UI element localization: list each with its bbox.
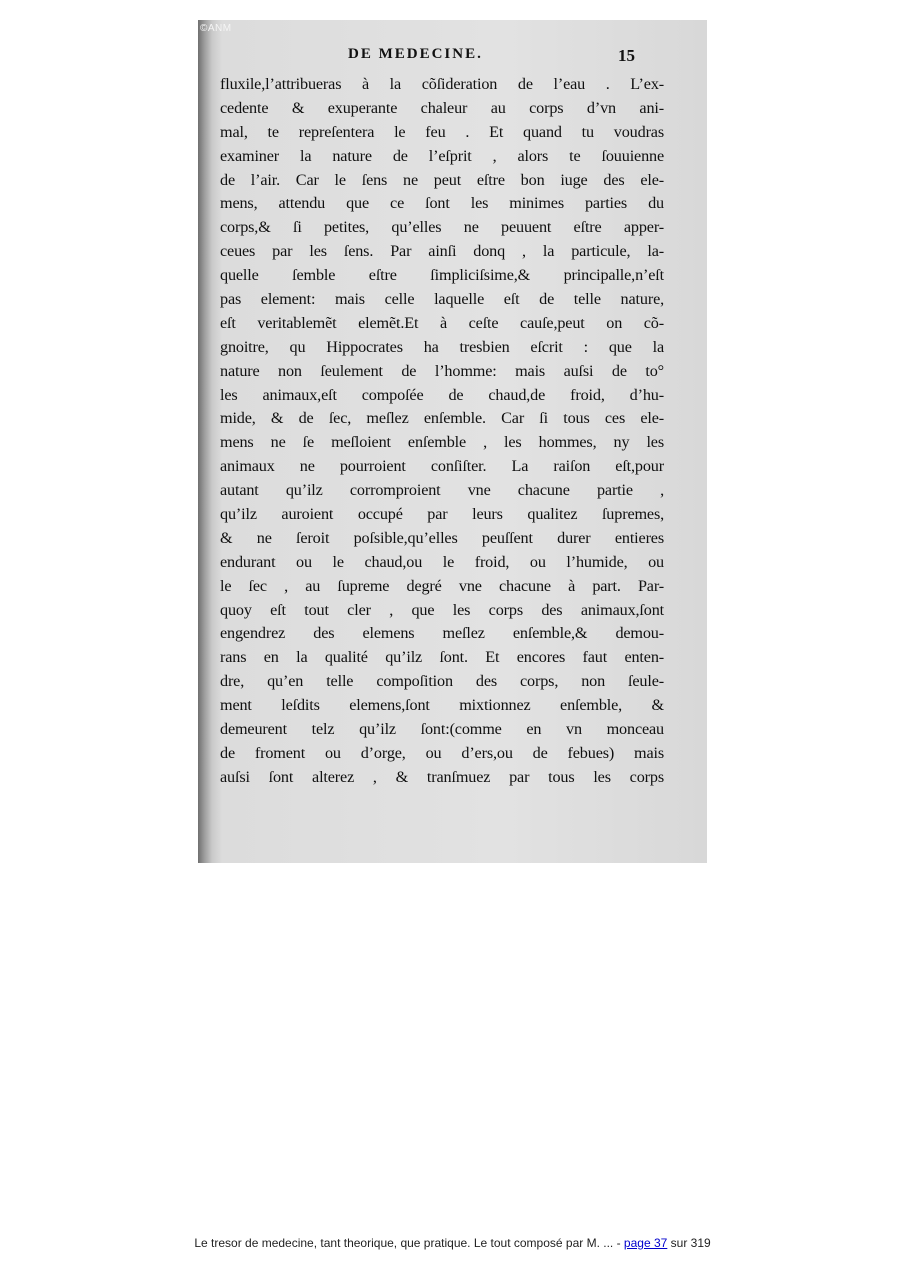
page-scan	[198, 20, 707, 863]
text-line: ceues par les ſens. Par ainſi donq , la particule, la-	[220, 242, 664, 261]
text-line: endurant ou le chaud,ou le froid, ou l’humide, ou	[220, 552, 664, 571]
footer-page-total: sur 319	[667, 1236, 711, 1250]
text-line: pas element: mais celle laquelle eſt de telle nature,	[220, 290, 664, 309]
text-line: cedente & exuperante chaleur au corps d’vn ani-	[220, 98, 664, 117]
text-line: de l’air. Car le ſens ne peut eſtre bon iuge des ele-	[220, 170, 664, 189]
text-line: gnoitre, qu Hippocrates ha tresbien eſcrit : que la	[220, 337, 664, 356]
text-line: auſsi ſont alterez , & tranſmuez par tous les corps	[220, 767, 664, 786]
watermark: ©ANM	[200, 23, 232, 34]
text-line: dre, qu’en telle compoſition des corps, non ſeule-	[220, 672, 664, 691]
text-line: & ne ſeroit poſsible,qu’elles peuſſent durer entieres	[220, 528, 664, 547]
running-title: DE MEDECINE.	[348, 46, 483, 62]
text-line: mide, & de ſec, meſlez enſemble. Car ſi tous ces ele-	[220, 409, 664, 428]
text-line: autant qu’ilz corromproient vne chacune partie ,	[220, 481, 664, 500]
text-line: fluxile,l’attribueras à la cõſideration de l’eau . L’ex-	[220, 75, 664, 93]
text-line: animaux ne pourroient conſiſter. La raiſon eſt,pour	[220, 457, 664, 476]
text-line: mal, te repreſentera le feu . Et quand tu voudras	[220, 122, 664, 141]
text-line: mens ne ſe meſloient enſemble , les hommes, ny les	[220, 433, 664, 452]
folio-number: 15	[618, 46, 635, 65]
text-line: le ſec , au ſupreme degré vne chacune à part. Par-	[220, 576, 664, 595]
text-line: quoy eſt tout cler , que les corps des animaux,ſont	[220, 600, 664, 619]
footer-title: Le tresor de medecine, tant theorique, que pratique. Le tout composé par M. ... -	[194, 1236, 624, 1250]
text-line: quelle ſemble eſtre ſimpliciſsime,& principalle,n’eſt	[220, 266, 664, 285]
text-line: ment leſdits elemens,ſont mixtionnez enſemble, &	[220, 696, 664, 715]
page-link[interactable]: page 37	[623, 1236, 668, 1250]
text-line: eſt veritablemẽt elemẽt.Et à ceſte cauſe,peut on cõ-	[220, 313, 664, 332]
text-line: examiner la nature de l’eſprit , alors te ſouuienne	[220, 146, 664, 165]
text-line: demeurent telz qu’ilz ſont:(comme en vn monceau	[220, 720, 664, 739]
text-line: nature non ſeulement de l’homme: mais auſsi de to°	[220, 361, 664, 380]
page-footer	[0, 1236, 905, 1250]
text-line: qu’ilz auroient occupé par leurs qualitez ſupremes,	[220, 505, 664, 524]
text-block	[220, 73, 664, 790]
text-line: de froment ou d’orge, ou d’ers,ou de febues) mais	[220, 743, 664, 762]
text-line: mens, attendu que ce ſont les minimes parties du	[220, 194, 664, 213]
text-line: engendrez des elemens meſlez enſemble,& demou-	[220, 624, 664, 643]
text-line: rans en la qualité qu’ilz ſont. Et encores faut enten-	[220, 648, 664, 667]
text-line: corps,& ſi petites, qu’elles ne peuuent eſtre apper-	[220, 218, 664, 237]
text-line: les animaux,eſt compoſée de chaud,de froid, d’hu-	[220, 385, 664, 404]
running-head	[198, 46, 707, 66]
